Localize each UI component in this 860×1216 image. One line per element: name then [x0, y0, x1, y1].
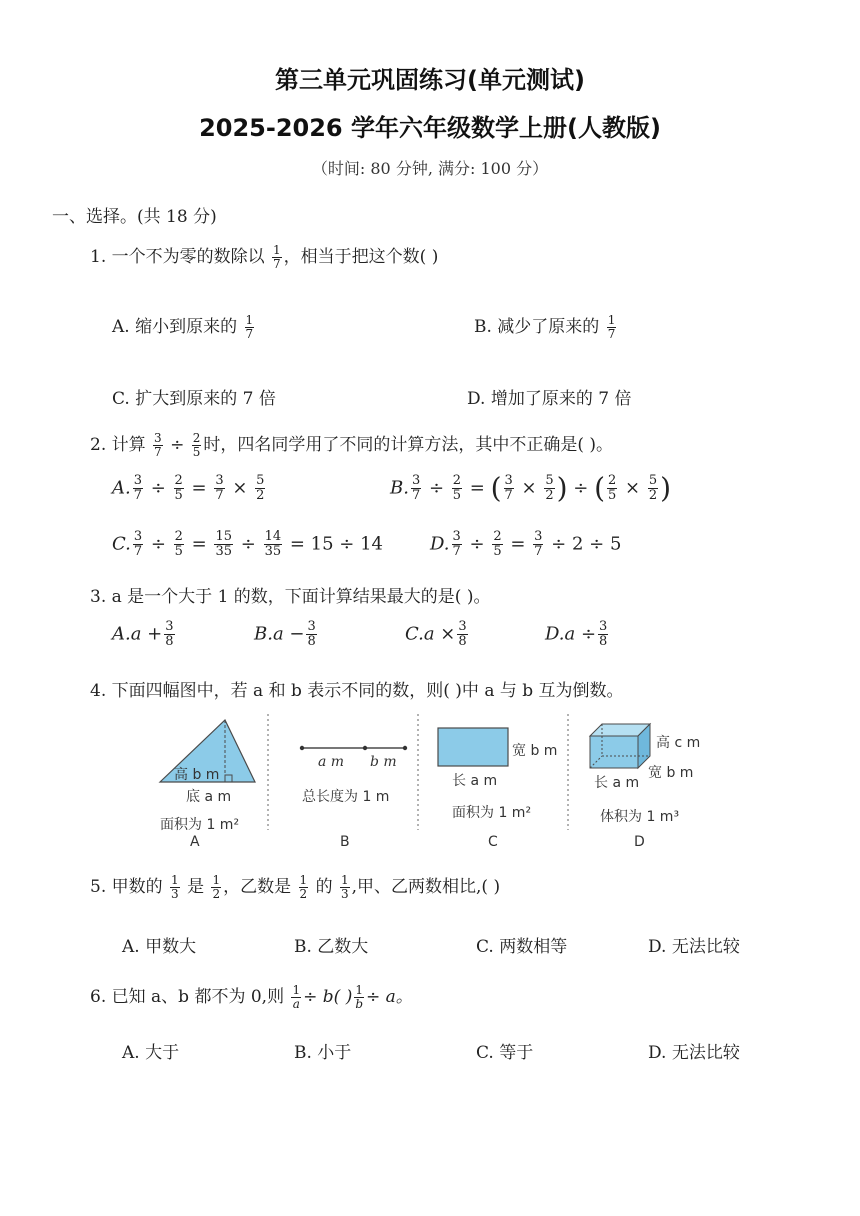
- q2-option-b[interactable]: B. $\frac{3}{7}$ ÷ $\frac{2}{5}$ = ( $\frac{3}{7}$ × $\frac{5}{2}$ ) ÷ ( $\frac{2}{5}$ × $\frac{5}{2}$ ): [390, 471, 672, 505]
- q3-option-c[interactable]: C.a × $\frac{3}{8}$: [405, 619, 467, 649]
- fig-b-a-label: a m: [318, 754, 345, 770]
- question-1: [90, 242, 438, 271]
- q1-option-c[interactable]: C. 扩大到原来的 7 倍: [112, 389, 276, 409]
- q1-stem-tail: ，相当于把这个数( ): [283, 247, 439, 267]
- fig-c-area-label: 面积为 1 m²: [452, 805, 532, 821]
- section-heading: 一、选择。(共 18 分): [52, 207, 217, 227]
- fig-a-base-label: 底 a m: [186, 789, 232, 805]
- fig-c-length-label: 长 a m: [452, 773, 498, 789]
- fig-c-label[interactable]: C: [488, 834, 498, 850]
- segment-point: [363, 746, 367, 750]
- question-2: 2. 计算 $\frac{3}{7}$ ÷ $\frac{2}{5}$ 时，四名同学用了不同的计算方法，其中不正确是( )。: [90, 431, 614, 459]
- fig-d-height-label: 高 c m: [656, 735, 701, 751]
- q2-option-a[interactable]: A. $\frac{3}{7}$ ÷ $\frac{2}{5}$ = $\frac{3}{7}$ × $\frac{5}{2}$: [112, 473, 265, 503]
- question-5: 5. 甲数的 $\frac{1}{3}$ 是 $\frac{1}{2}$ ，乙数是 $\frac{1}{2}$ 的 $\frac{1}{3}$ ,甲、乙两数相比,( ): [90, 873, 501, 901]
- fig-d-label[interactable]: D: [634, 834, 645, 850]
- fig-c-width-label: 宽 b m: [512, 743, 558, 759]
- question-3: 3. a 是一个大于 1 的数，下面计算结果最大的是( )。: [90, 587, 491, 607]
- q3-option-b[interactable]: B.a − $\frac{3}{8}$: [254, 619, 316, 649]
- fig-d-width-label: 宽 b m: [648, 765, 694, 781]
- q5-option-d[interactable]: D. 无法比较: [648, 937, 740, 957]
- q3-option-d[interactable]: D.a ÷ $\frac{3}{8}$: [545, 619, 608, 649]
- q1-option-b[interactable]: B. 减少了原来的 $\frac{1}{7}$: [474, 313, 616, 341]
- q1-fraction: $\frac{1}{7}$: [273, 243, 281, 271]
- q6-option-a[interactable]: A. 大于: [122, 1043, 180, 1063]
- question-6: 6. 已知 a、b 都不为 0,则 $\frac{1}{a}$ ÷ b( ) $\frac{1}{b}$ ÷ a。: [90, 983, 413, 1011]
- q2-option-d[interactable]: D. $\frac{3}{7}$ ÷ $\frac{2}{5}$ = $\frac{3}{7}$ ÷ 2 ÷ 5: [430, 529, 622, 559]
- q5-option-a[interactable]: A. 甲数大: [122, 937, 197, 957]
- q5-option-b[interactable]: B. 乙数大: [294, 937, 369, 957]
- q6-option-d[interactable]: D. 无法比较: [648, 1043, 740, 1063]
- cuboid-front: [590, 736, 638, 768]
- fig-a-label[interactable]: A: [190, 834, 200, 850]
- q6-option-c[interactable]: C. 等于: [476, 1043, 534, 1063]
- segment-point: [300, 746, 304, 750]
- q3-option-a[interactable]: A.a + $\frac{3}{8}$: [112, 619, 174, 649]
- fig-b-total-label: 总长度为 1 m: [302, 789, 390, 805]
- fig-b-b-label: b m: [370, 754, 397, 770]
- q1-option-d[interactable]: D. 增加了原来的 7 倍: [467, 389, 632, 409]
- question-4: 4. 下面四幅图中，若 a 和 b 表示不同的数，则( )中 a 与 b 互为倒数。: [90, 681, 624, 701]
- q1-option-a[interactable]: A. 缩小到原来的 $\frac{1}{7}$: [112, 313, 254, 341]
- q1-stem: 1. 一个不为零的数除以: [90, 247, 265, 267]
- page-title-line2: 2025-2026 学年六年级数学上册(人教版): [199, 114, 661, 142]
- fig-b-label[interactable]: B: [340, 834, 350, 850]
- fig-d-volume-label: 体积为 1 m³: [600, 809, 680, 825]
- q5-option-c[interactable]: C. 两数相等: [476, 937, 568, 957]
- q6-option-b[interactable]: B. 小于: [294, 1043, 352, 1063]
- fig-a-height-label: 高 b m: [174, 767, 220, 783]
- fig-a-area-label: 面积为 1 m²: [160, 817, 240, 833]
- q2-option-c[interactable]: C. $\frac{3}{7}$ ÷ $\frac{2}{5}$ = $\frac{15}{35}$ ÷ $\frac{14}{35}$ = 15 ÷ 14: [112, 529, 383, 559]
- exam-info: （时间: 80 分钟, 满分: 100 分）: [311, 159, 549, 178]
- page-title-line1: 第三单元巩固练习(单元测试): [275, 66, 585, 94]
- segment-point: [403, 746, 407, 750]
- rectangle-figure: [438, 728, 508, 766]
- fig-d-length-label: 长 a m: [594, 775, 640, 791]
